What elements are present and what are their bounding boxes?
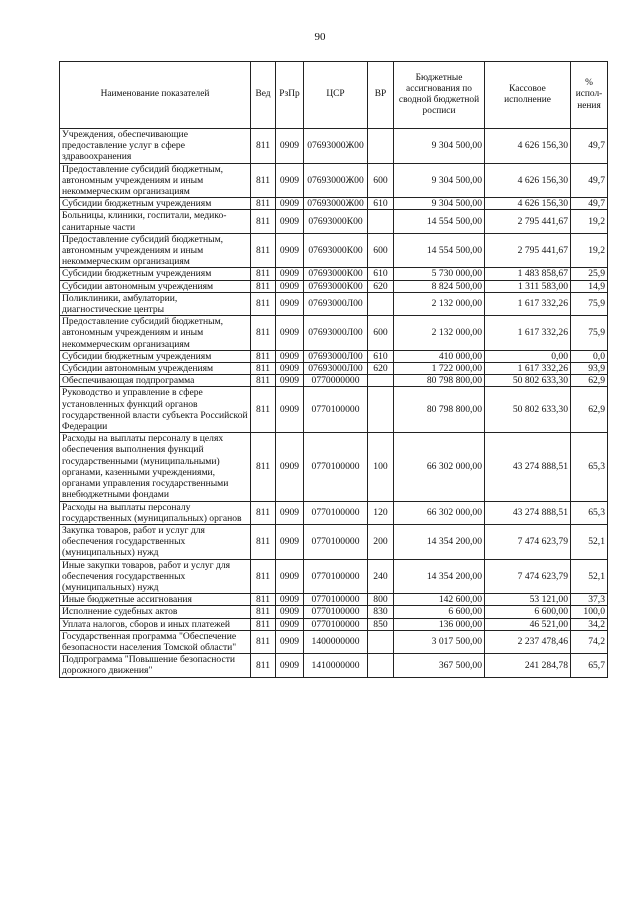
cell-csr: 07693000Л00 [304, 350, 368, 362]
cell-pct: 49,7 [571, 198, 608, 210]
cell-csr: 0770100000 [304, 387, 368, 433]
cell-pct: 49,7 [571, 129, 608, 164]
cell-cash: 1 617 332,26 [485, 292, 571, 315]
cell-plan: 8 824 500,00 [394, 280, 485, 292]
cell-cash: 1 311 583,00 [485, 280, 571, 292]
cell-csr: 07693000К00 [304, 210, 368, 233]
cell-csr: 0770100000 [304, 433, 368, 501]
table-row [60, 433, 608, 501]
cell-csr: 1410000000 [304, 654, 368, 677]
cell-plan: 2 132 000,00 [394, 292, 485, 315]
cell-ved: 811 [251, 163, 276, 198]
table-row [60, 233, 608, 268]
header-ved: Вед [251, 62, 276, 129]
cell-csr: 07693000Л00 [304, 363, 368, 375]
cell-csr: 0770100000 [304, 501, 368, 524]
cell-pct: 37,3 [571, 594, 608, 606]
cell-cash: 43 274 888,51 [485, 501, 571, 524]
cell-plan: 5 730 000,00 [394, 268, 485, 280]
cell-pct: 25,9 [571, 268, 608, 280]
cell-ved: 811 [251, 363, 276, 375]
cell-cash: 4 626 156,30 [485, 198, 571, 210]
cell-csr: 0770100000 [304, 559, 368, 594]
cell-pct: 19,2 [571, 233, 608, 268]
cell-cash: 2 795 441,67 [485, 233, 571, 268]
cell-ved: 811 [251, 606, 276, 618]
cell-plan: 66 302 000,00 [394, 433, 485, 501]
cell-vr [368, 387, 394, 433]
cell-name: Субсидии бюджетным учреждениям [60, 268, 251, 280]
cell-plan: 1 722 000,00 [394, 363, 485, 375]
cell-vr: 610 [368, 350, 394, 362]
cell-vr: 600 [368, 163, 394, 198]
table-row [60, 363, 608, 375]
cell-pct: 75,9 [571, 292, 608, 315]
cell-rzpr: 0909 [276, 210, 304, 233]
cell-rzpr: 0909 [276, 198, 304, 210]
cell-pct: 65,7 [571, 654, 608, 677]
cell-vr: 620 [368, 363, 394, 375]
cell-cash: 53 121,00 [485, 594, 571, 606]
cell-name: Закупка товаров, работ и услуг для обеспечения государственных (муниципальных) нужд [60, 524, 251, 559]
cell-cash: 1 483 858,67 [485, 268, 571, 280]
cell-rzpr: 0909 [276, 387, 304, 433]
cell-csr: 07693000К00 [304, 268, 368, 280]
cell-name: Расходы на выплаты персоналу государственных (муниципальных) органов [60, 501, 251, 524]
cell-plan: 3 017 500,00 [394, 630, 485, 653]
cell-ved: 811 [251, 654, 276, 677]
cell-pct: 34,2 [571, 618, 608, 630]
cell-csr: 0770000000 [304, 375, 368, 387]
cell-rzpr: 0909 [276, 350, 304, 362]
cell-ved: 811 [251, 198, 276, 210]
cell-plan: 136 000,00 [394, 618, 485, 630]
cell-plan: 80 798 800,00 [394, 375, 485, 387]
cell-ved: 811 [251, 501, 276, 524]
cell-pct: 14,9 [571, 280, 608, 292]
budget-execution-table [59, 61, 608, 678]
cell-rzpr: 0909 [276, 433, 304, 501]
table-header [60, 62, 608, 129]
cell-plan: 142 600,00 [394, 594, 485, 606]
cell-name: Субсидии бюджетным учреждениям [60, 198, 251, 210]
cell-vr: 120 [368, 501, 394, 524]
cell-rzpr: 0909 [276, 268, 304, 280]
cell-vr: 850 [368, 618, 394, 630]
cell-plan: 367 500,00 [394, 654, 485, 677]
table-row [60, 280, 608, 292]
cell-cash: 6 600,00 [485, 606, 571, 618]
cell-csr: 07693000К00 [304, 233, 368, 268]
cell-cash: 43 274 888,51 [485, 433, 571, 501]
cell-vr: 240 [368, 559, 394, 594]
cell-vr [368, 129, 394, 164]
cell-cash: 4 626 156,30 [485, 163, 571, 198]
cell-plan: 14 554 500,00 [394, 210, 485, 233]
cell-name: Исполнение судебных актов [60, 606, 251, 618]
cell-rzpr: 0909 [276, 594, 304, 606]
cell-pct: 62,9 [571, 387, 608, 433]
cell-csr: 07693000К00 [304, 280, 368, 292]
cell-csr: 07693000Л00 [304, 316, 368, 351]
cell-ved: 811 [251, 594, 276, 606]
cell-vr [368, 630, 394, 653]
table-row [60, 350, 608, 362]
cell-csr: 0770100000 [304, 606, 368, 618]
table-row [60, 198, 608, 210]
cell-plan: 6 600,00 [394, 606, 485, 618]
cell-vr: 800 [368, 594, 394, 606]
cell-rzpr: 0909 [276, 375, 304, 387]
cell-pct: 52,1 [571, 559, 608, 594]
cell-vr: 620 [368, 280, 394, 292]
cell-ved: 811 [251, 316, 276, 351]
cell-rzpr: 0909 [276, 654, 304, 677]
cell-vr [368, 292, 394, 315]
cell-ved: 811 [251, 524, 276, 559]
cell-ved: 811 [251, 618, 276, 630]
cell-name: Предоставление субсидий бюджетным, автономным учреждениям и иным некоммерческим организациям [60, 316, 251, 351]
cell-cash: 50 802 633,30 [485, 375, 571, 387]
cell-name: Государственная программа "Обеспечение безопасности населения Томской области" [60, 630, 251, 653]
table-body [60, 129, 608, 678]
cell-ved: 811 [251, 268, 276, 280]
cell-cash: 7 474 623,79 [485, 524, 571, 559]
cell-cash: 7 474 623,79 [485, 559, 571, 594]
table-row [60, 268, 608, 280]
cell-plan: 80 798 800,00 [394, 387, 485, 433]
cell-plan: 14 354 200,00 [394, 559, 485, 594]
table-row [60, 375, 608, 387]
cell-pct: 49,7 [571, 163, 608, 198]
cell-cash: 2 795 441,67 [485, 210, 571, 233]
cell-pct: 75,9 [571, 316, 608, 351]
cell-ved: 811 [251, 630, 276, 653]
cell-vr [368, 375, 394, 387]
cell-name: Субсидии автономным учреждениям [60, 280, 251, 292]
cell-name: Иные бюджетные ассигнования [60, 594, 251, 606]
cell-rzpr: 0909 [276, 163, 304, 198]
cell-csr: 0770100000 [304, 594, 368, 606]
cell-pct: 65,3 [571, 433, 608, 501]
cell-csr: 07693000Ж00 [304, 163, 368, 198]
cell-rzpr: 0909 [276, 630, 304, 653]
table-row [60, 501, 608, 524]
cell-csr: 07693000Л00 [304, 292, 368, 315]
cell-pct: 65,3 [571, 501, 608, 524]
cell-plan: 9 304 500,00 [394, 129, 485, 164]
cell-rzpr: 0909 [276, 363, 304, 375]
cell-csr: 0770100000 [304, 618, 368, 630]
table-row [60, 210, 608, 233]
cell-name: Поликлиники, амбулатории, диагностические центры [60, 292, 251, 315]
table-row [60, 594, 608, 606]
header-plan: Бюджетные ассигнования по сводной бюджетной росписи [394, 62, 485, 129]
table-row [60, 524, 608, 559]
cell-cash: 46 521,00 [485, 618, 571, 630]
cell-rzpr: 0909 [276, 501, 304, 524]
cell-cash: 50 802 633,30 [485, 387, 571, 433]
cell-name: Учреждения, обеспечивающие предоставление услуг в сфере здравоохранения [60, 129, 251, 164]
cell-name: Расходы на выплаты персоналу в целях обеспечения выполнения функций государственными (муниципальными) органами, казенными учреждениями, органами управления государственными внебюджетными фондами [60, 433, 251, 501]
cell-vr: 610 [368, 268, 394, 280]
cell-name: Больницы, клиники, госпитали, медико-санитарные части [60, 210, 251, 233]
cell-cash: 4 626 156,30 [485, 129, 571, 164]
table-row [60, 292, 608, 315]
cell-cash: 2 237 478,46 [485, 630, 571, 653]
table-row [60, 316, 608, 351]
table-row [60, 387, 608, 433]
cell-plan: 14 354 200,00 [394, 524, 485, 559]
cell-rzpr: 0909 [276, 316, 304, 351]
cell-ved: 811 [251, 280, 276, 292]
cell-csr: 07693000Ж00 [304, 129, 368, 164]
cell-plan: 9 304 500,00 [394, 163, 485, 198]
cell-pct: 0,0 [571, 350, 608, 362]
cell-vr: 100 [368, 433, 394, 501]
table-row [60, 630, 608, 653]
cell-rzpr: 0909 [276, 280, 304, 292]
header-pct: % испол-нения [571, 62, 608, 129]
cell-plan: 9 304 500,00 [394, 198, 485, 210]
cell-pct: 74,2 [571, 630, 608, 653]
cell-name: Иные закупки товаров, работ и услуг для обеспечения государственных (муниципальных) нужд [60, 559, 251, 594]
cell-vr: 600 [368, 316, 394, 351]
cell-ved: 811 [251, 387, 276, 433]
cell-ved: 811 [251, 433, 276, 501]
cell-ved: 811 [251, 559, 276, 594]
cell-vr: 600 [368, 233, 394, 268]
cell-vr: 200 [368, 524, 394, 559]
cell-ved: 811 [251, 129, 276, 164]
cell-plan: 14 554 500,00 [394, 233, 485, 268]
cell-vr: 610 [368, 198, 394, 210]
cell-ved: 811 [251, 292, 276, 315]
cell-vr [368, 654, 394, 677]
cell-name: Уплата налогов, сборов и иных платежей [60, 618, 251, 630]
header-rzpr: РзПр [276, 62, 304, 129]
cell-ved: 811 [251, 350, 276, 362]
cell-rzpr: 0909 [276, 606, 304, 618]
header-vr: ВР [368, 62, 394, 129]
header-cash: Кассовое исполнение [485, 62, 571, 129]
cell-csr: 0770100000 [304, 524, 368, 559]
cell-pct: 52,1 [571, 524, 608, 559]
page-number: 90 [314, 31, 326, 43]
cell-ved: 811 [251, 375, 276, 387]
cell-rzpr: 0909 [276, 129, 304, 164]
table-row [60, 559, 608, 594]
cell-name: Предоставление субсидий бюджетным, автономным учреждениям и иным некоммерческим организациям [60, 163, 251, 198]
table-row [60, 654, 608, 677]
cell-rzpr: 0909 [276, 233, 304, 268]
cell-rzpr: 0909 [276, 524, 304, 559]
cell-name: Предоставление субсидий бюджетным, автономным учреждениям и иным некоммерческим организациям [60, 233, 251, 268]
cell-name: Подпрограмма "Повышение безопасности дорожного движения" [60, 654, 251, 677]
cell-plan: 410 000,00 [394, 350, 485, 362]
header-name: Наименование показателей [60, 62, 251, 129]
cell-vr [368, 210, 394, 233]
cell-pct: 62,9 [571, 375, 608, 387]
table-row [60, 163, 608, 198]
cell-cash: 1 617 332,26 [485, 363, 571, 375]
cell-csr: 07693000Ж00 [304, 198, 368, 210]
cell-name: Субсидии автономным учреждениям [60, 363, 251, 375]
cell-cash: 1 617 332,26 [485, 316, 571, 351]
cell-csr: 1400000000 [304, 630, 368, 653]
header-csr: ЦСР [304, 62, 368, 129]
table-row [60, 606, 608, 618]
table-row [60, 129, 608, 164]
cell-ved: 811 [251, 210, 276, 233]
cell-ved: 811 [251, 233, 276, 268]
cell-cash: 0,00 [485, 350, 571, 362]
cell-cash: 241 284,78 [485, 654, 571, 677]
cell-pct: 19,2 [571, 210, 608, 233]
cell-vr: 830 [368, 606, 394, 618]
cell-plan: 66 302 000,00 [394, 501, 485, 524]
cell-name: Обеспечивающая подпрограмма [60, 375, 251, 387]
cell-rzpr: 0909 [276, 618, 304, 630]
cell-name: Субсидии бюджетным учреждениям [60, 350, 251, 362]
cell-pct: 93,9 [571, 363, 608, 375]
cell-rzpr: 0909 [276, 292, 304, 315]
cell-plan: 2 132 000,00 [394, 316, 485, 351]
cell-rzpr: 0909 [276, 559, 304, 594]
cell-pct: 100,0 [571, 606, 608, 618]
cell-name: Руководство и управление в сфере установленных функций органов государственной власти субъекта Российской Федерации [60, 387, 251, 433]
table-row [60, 618, 608, 630]
